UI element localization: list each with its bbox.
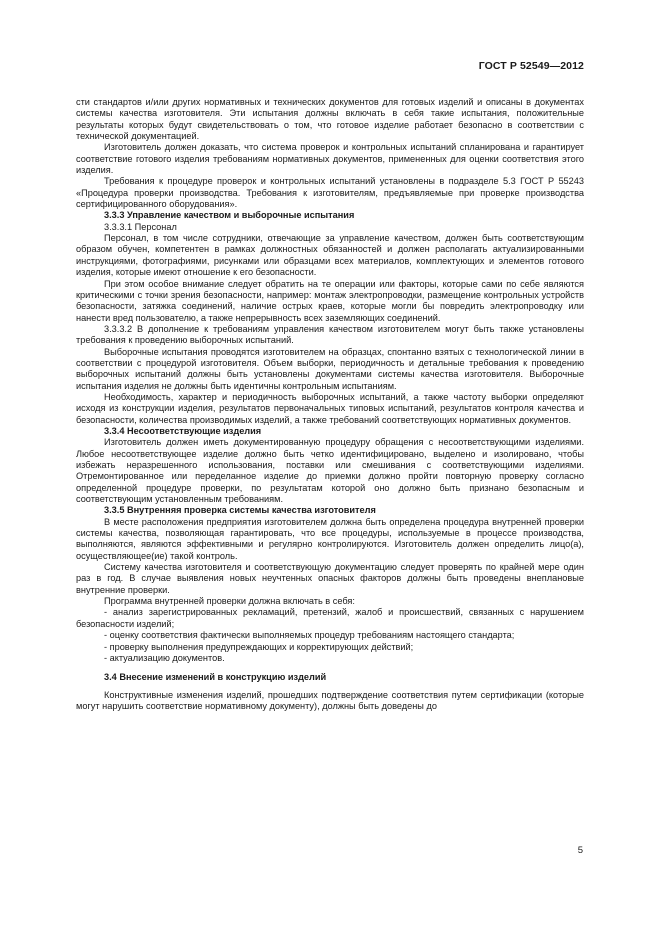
list-item: - актуализацию документов. [104,652,225,663]
paragraph: Необходимость, характер и периодичность выборочных испытаний, а также частоту выборки определяют исходя из конструкции изделия, результатов первоначальных типовых испытаний, результатов контроля качества и безопасности, количества производимых изделий, а также требований соответствующих нормативных документов. [76,391,584,425]
list-item: - оценку соответствия фактически выполняемых процедур требованиям настоящего стандарта; [104,630,515,641]
page-number: 5 [577,845,583,856]
paragraph: Персонал, в том числе сотрудники, отвечающие за управление качеством, должен быть соответствующим образом обучен, компетентен в рамках должностных обязанностей и должен располагать актуализированными инструкциями, фотографиями, рисунками или образцами всех материалов, комплектующих и элементов готового изделия, которые имеют отношение к его безопасности. [76,233,584,278]
paragraph: Выборочные испытания проводятся изготовителем на образцах, спонтанно взятых с технологической линии в соответствии с процедурой изготовителя. Объем выборки, периодичность и детальные требования к проведению выборочных испытаний должны быть установлены документами системы качества изготовителя. Выборочные испытания изделия не должны быть идентичны контрольным испытаниям. [76,346,584,391]
paragraph: Изготовитель должен доказать, что система проверок и контрольных испытаний спланирована и гарантирует соответствие готового изделия требованиям нормативных документов, примененных для оценки соответствия этого изделия. [76,142,584,176]
paragraph: Изготовитель должен иметь документированную процедуру обращения с несоответствующими изделиями. Любое несоответствующее изделие должно быть четко идентифицировано, выделено и изолировано, чтобы избежать неразрешенного использования, поставки или смешивания с соответствующими изделиями. Отремонтированное или переделанное изделие до приемки должно пройти повторную проверку согласно определенной процедуре проверки, по результатам которой оно должно быть признано безопасным и соответствующим установленным требованиям. [76,437,584,505]
document-body [76,97,584,712]
document-header: ГОСТ Р 52549—2012 [478,60,584,72]
paragraph: 3.3.3.2 В дополнение к требованиям управления качеством изготовителем могут быть также установлены требования к проведению выборочных испытаний. [76,323,584,346]
list-item: - проверку выполнения предупреждающих и корректирующих действий; [104,641,414,652]
paragraph: Конструктивные изменения изделий, прошедших подтверждение соответствия путем сертификации (которые могут нарушить соответствие нормативному документу), должны быть доведены до [76,689,584,711]
paragraph: При этом особое внимание следует обратить на те операции или факторы, которые сами по себе являются критическими с точки зрения безопасности, например: монтаж электропроводки, размещение контрольных устройств безопасности, затяжка соединений, наличие острых краев, которые могли бы повредить электропроводку или нанести вред пользователю, а также непрерывность всех заземляющих соединений. [76,278,584,323]
paragraph: сти стандартов и/или других нормативных и технических документов для готовых изделий и описаны в документах системы качества изготовителя. Эти испытания должны включать в себя такие испытания, положительные результаты которых будут свидетельствовать о том, что готовое изделие работает безопасно в соответствии с технической документацией. [76,97,584,142]
paragraph: В месте расположения предприятия изготовителем должна быть определена процедура внутренней проверки системы качества, позволяющая гарантировать, что все процедуры, используемые в процессе производства, выполняются, являются эффективными и регулярно контролируются. Изготовитель должен определить лицо(а), осуществляющее(ие) такой контроль. [76,516,584,561]
section-heading: 3.3.5 Внутренняя проверка системы качества изготовителя [104,505,376,516]
section-heading: 3.3.3 Управление качеством и выборочные испытания [104,210,355,221]
section-heading: 3.3.4 Несоответствующие изделия [104,425,262,436]
paragraph: Программа внутренней проверки должна включать в себя: [104,596,355,607]
list-item: - анализ зарегистрированных рекламаций, претензий, жалоб и происшествий, связанных с нарушением безопасности изделий; [76,607,584,629]
section-heading: 3.4 Внесение изменений в конструкцию изделий [104,672,327,683]
paragraph: Систему качества изготовителя и соответствующую документацию следует проверять по крайней мере один раз в год. В случае выявления новых неучтенных опасных факторов должны быть проведены внеплановые внутренние проверки. [76,562,584,595]
paragraph: Требования к процедуре проверок и контрольных испытаний установлены в подразделе 5.3 ГОСТ Р 55243 «Процедура проверки производства. Требования к изготовителям, предъявляемые при проверке производства сертифицированного оборудования». [76,176,584,210]
subsection-label: 3.3.3.1 Персонал [104,221,177,232]
